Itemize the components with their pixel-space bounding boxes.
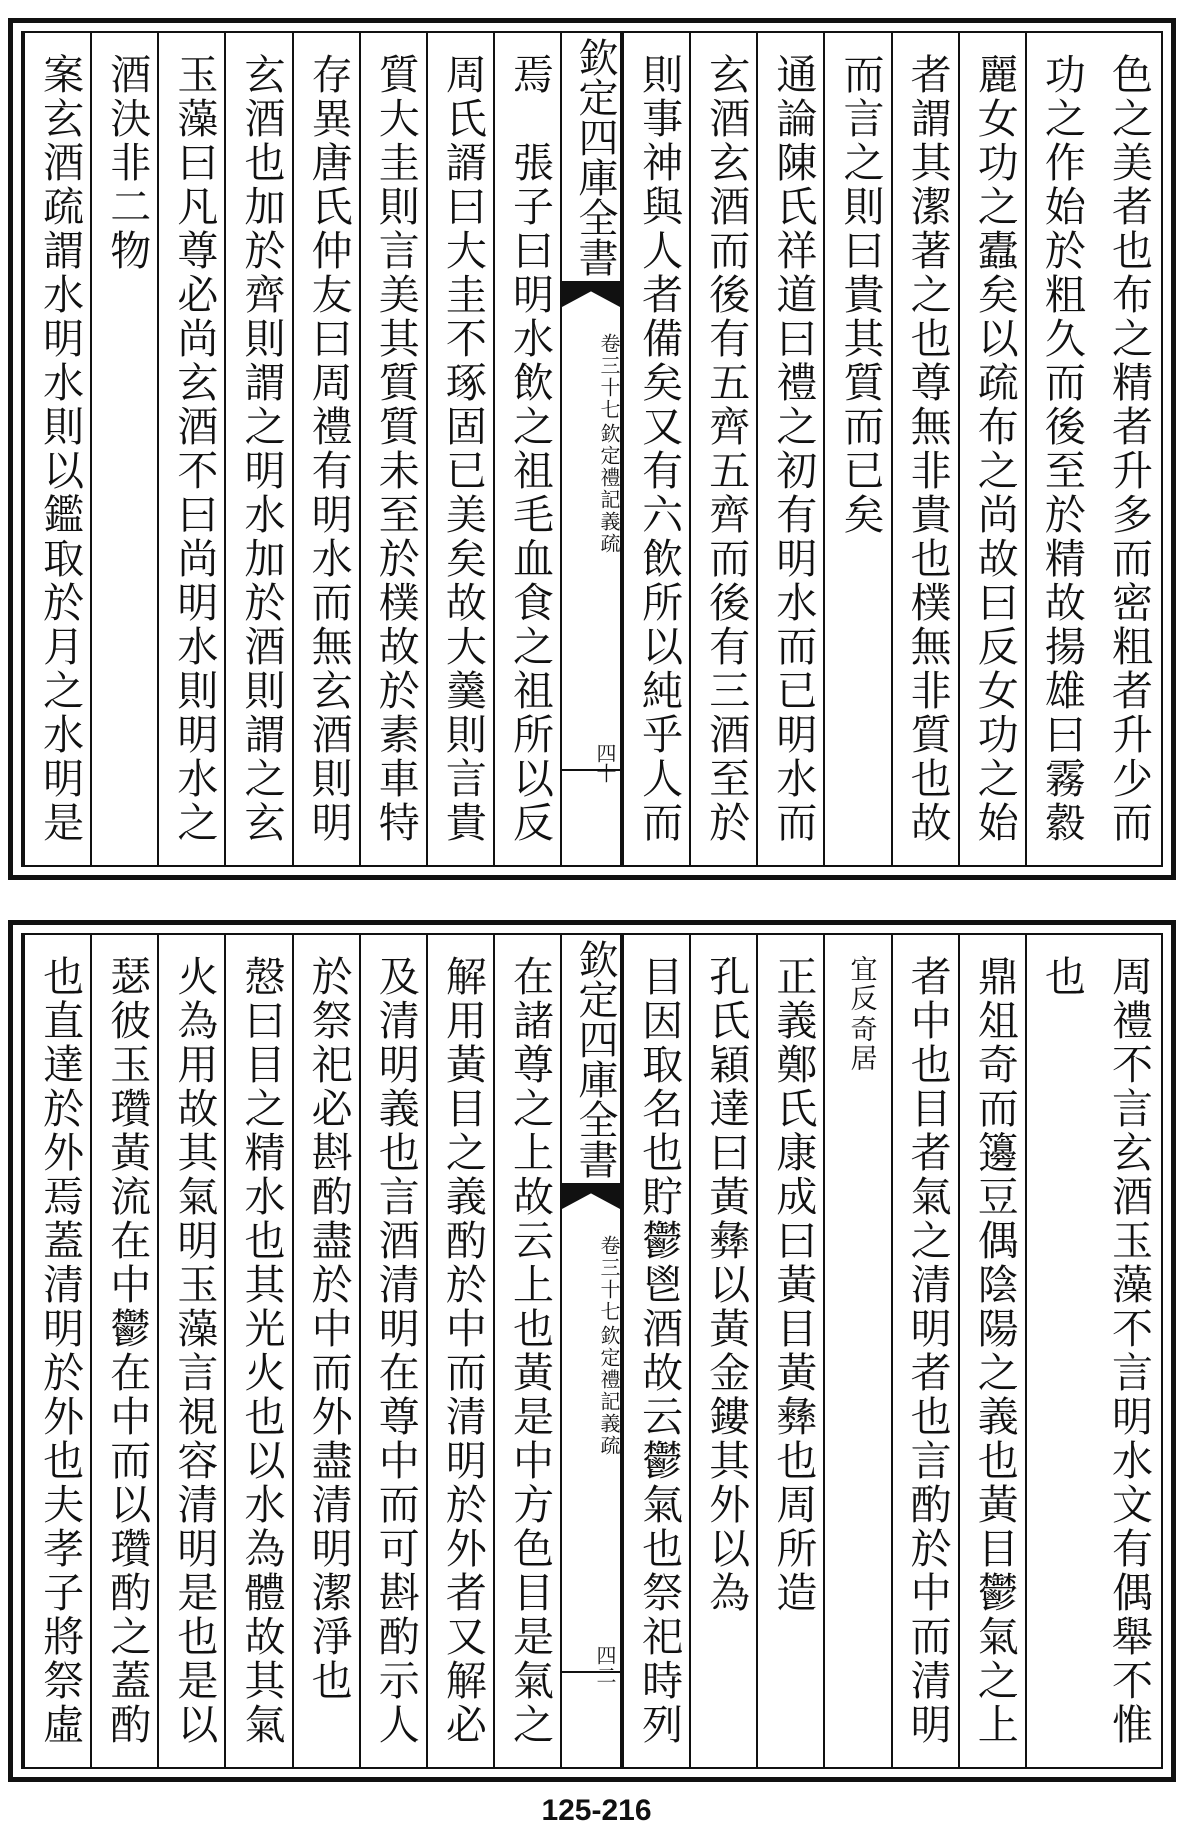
top-column-text: 則事神與人者備矣又有六飲所以純乎人而	[635, 53, 684, 845]
bottom-column	[292, 935, 359, 1767]
top-column-text: 功之作始於粗久而後至於精故揚雄曰霧縠	[1037, 53, 1086, 845]
top-column-text: 案玄酒疏謂水明水則以鑑取於月之水明是	[36, 53, 85, 845]
top-column	[689, 33, 756, 865]
top-column	[756, 33, 823, 865]
bottom-column-text: 周禮不言玄酒玉藻不言明水文有偶舉不惟	[1105, 955, 1153, 1747]
bottom-column-text: 鼎俎奇而籩豆偶陰陽之義也黃目鬱氣之上	[970, 955, 1019, 1747]
bottom-column	[823, 935, 890, 1767]
top-column-text: 周氏諝曰大圭不琢固已美矣故大羹則言貴	[438, 53, 487, 845]
bottom-center-band	[560, 935, 622, 1767]
bottom-column	[1025, 935, 1092, 1767]
bottom-column-text: 火為用故其氣明玉藻言視容清明是也是以	[170, 955, 219, 1747]
top-column	[426, 33, 493, 865]
bottom-column-text: 瑟彼玉瓚黃流在中鬱在中而以瓚酌之蓋酌	[103, 955, 152, 1747]
bottom-annotation-line: 宜反	[845, 955, 877, 1013]
top-column	[292, 33, 359, 865]
bottom-column	[958, 935, 1025, 1767]
bottom-annotation-line: 奇居	[845, 1015, 877, 1073]
top-column-text: 玄酒也加於齊則謂之明水加於酒則謂之玄	[237, 53, 286, 845]
bottom-column	[1092, 935, 1159, 1767]
bottom-column	[891, 935, 958, 1767]
top-column-text: 色之美者也布之精者升多而密粗者升少而	[1105, 53, 1153, 845]
bottom-column-text: 孔氏穎達曰黃彝以黃金鏤其外以為	[702, 955, 751, 1615]
book-subtitle	[562, 333, 620, 555]
top-column	[359, 33, 426, 865]
top-column-text: 酒決非二物	[103, 53, 152, 273]
bottom-page-text-block	[21, 933, 1163, 1769]
top-column-text: 而言之則曰貴其質而已矣	[836, 53, 885, 537]
top-column-text: 玉藻曰凡尊必尚玄酒不曰尚明水則明水之	[170, 53, 219, 845]
bottom-column-text: 慤曰目之精水也其光火也以水為體故其氣	[237, 955, 286, 1747]
bottom-column	[493, 935, 560, 1767]
volume-text: 卷三十七	[597, 1235, 621, 1323]
top-page	[8, 18, 1176, 880]
bottom-column	[90, 935, 157, 1767]
top-column-text: 質大圭則言美其質質未至於樸故於素車特	[371, 53, 420, 845]
bottom-column-text: 也直達於外焉蓋清明於外也夫孝子將祭虛	[36, 955, 85, 1747]
subtitle-text: 欽定禮記義疏	[597, 423, 621, 555]
top-column-text: 存異唐氏仲友曰周禮有明水而無玄酒則明	[304, 53, 353, 845]
bottom-column	[224, 935, 291, 1767]
volume-text: 卷三十七	[597, 333, 621, 421]
top-column-text: 通論陳氏祥道曰禮之初有明水而已明水而	[769, 53, 818, 845]
top-page-text-block	[21, 31, 1163, 867]
top-column	[958, 33, 1025, 865]
top-column	[224, 33, 291, 865]
book-title: 欽定四庫全書	[572, 37, 618, 277]
bottom-column-text: 於祭祀必斟酌盡於中而外盡清明潔淨也	[304, 955, 353, 1703]
bottom-column	[622, 935, 689, 1767]
top-column	[823, 33, 890, 865]
top-column	[891, 33, 958, 865]
page-number: 四十	[593, 743, 617, 783]
top-column	[1025, 33, 1092, 865]
divider	[562, 769, 620, 771]
bottom-column	[426, 935, 493, 1767]
fish-tail-mark-icon	[562, 1183, 620, 1209]
top-column	[90, 33, 157, 865]
bottom-column-text: 目因取名也貯鬱鬯酒故云鬱氣也祭祀時列	[635, 955, 684, 1747]
bottom-annotation	[846, 955, 876, 1073]
subtitle-text: 欽定禮記義疏	[597, 1325, 621, 1457]
top-column-text: 玄酒玄酒而後有五齊五齊而後有三酒至於	[702, 53, 751, 845]
top-column-text: 者謂其潔著之也尊無非貴也樸無非質也故	[903, 53, 952, 845]
bottom-column	[157, 935, 224, 1767]
bottom-column-text: 正義鄭氏康成曰黃目黃彝也周所造	[769, 955, 818, 1615]
fish-tail-mark-icon	[562, 281, 620, 307]
bottom-column	[689, 935, 756, 1767]
bottom-column-text: 者中也目者氣之清明者也言酌於中而清明	[903, 955, 952, 1747]
page-footer-number: 125-216	[541, 1794, 652, 1827]
top-column	[23, 33, 90, 865]
top-center-band	[560, 33, 622, 865]
top-column-text: 麗女功之蠹矣以疏布之尚故曰反女功之始	[970, 53, 1019, 845]
bottom-column-text: 也	[1037, 955, 1086, 999]
top-column	[1092, 33, 1159, 865]
top-column	[622, 33, 689, 865]
bottom-column	[359, 935, 426, 1767]
bottom-page	[8, 920, 1176, 1782]
bottom-column-text: 及清明義也言酒清明在尊中而可斟酌示人	[371, 955, 420, 1747]
top-column-text: 焉 張子曰明水飲之祖毛血食之祖所以反	[506, 53, 554, 845]
book-subtitle	[562, 1235, 620, 1457]
bottom-column	[756, 935, 823, 1767]
bottom-column-text: 解用黃目之義酌於中而清明於外者又解必	[438, 955, 487, 1747]
bottom-column-text: 在諸尊之上故云上也黃是中方色目是氣之	[506, 955, 554, 1747]
book-title: 欽定四庫全書	[572, 939, 618, 1179]
bottom-column	[23, 935, 90, 1767]
page-number: 四二	[593, 1645, 617, 1685]
top-column	[493, 33, 560, 865]
top-column	[157, 33, 224, 865]
divider	[562, 1671, 620, 1673]
